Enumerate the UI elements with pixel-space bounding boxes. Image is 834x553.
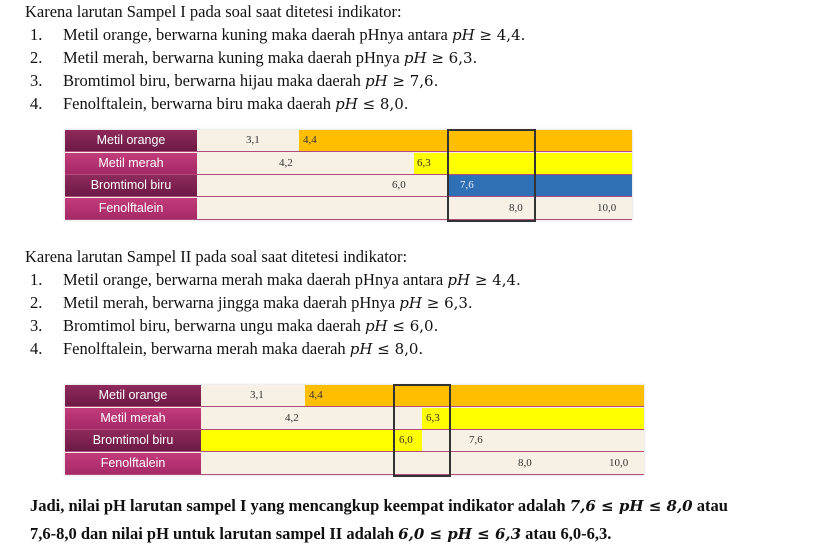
- table-row: [65, 198, 632, 220]
- row-label: Bromtimol biru: [65, 175, 197, 196]
- list-item: 4. Fenolftalein, berwarna merah maka daerah pH ≤ 8,0.: [30, 339, 424, 358]
- tick-label: 4,4: [309, 389, 323, 401]
- color-range-yellow: [201, 430, 422, 451]
- conclusion-line-2: 7,6-8,0 dan nilai pH untuk larutan sampel II adalah 6,0 ≤ pH ≤ 6,3 atau 6,0-6,3.: [30, 524, 612, 543]
- color-range-orange: [299, 130, 632, 151]
- tick-label: 8,0: [509, 201, 523, 214]
- tick-label: 3,1: [250, 389, 264, 401]
- table-row: [65, 130, 632, 152]
- color-range-blue: [447, 175, 632, 196]
- tick-label: 7,6: [469, 434, 483, 446]
- tick-label: 6,0: [392, 179, 406, 191]
- tick-label: 4,2: [279, 156, 293, 169]
- table-row: [65, 153, 632, 175]
- row-label: Metil merah: [65, 153, 197, 174]
- section2-list: [30, 268, 521, 360]
- list-item: 2. Metil merah, berwarna jingga maka daerah pHnya pH ≥ 6,3.: [30, 293, 473, 312]
- list-item: 3. Bromtimol biru, berwarna ungu maka daerah pH ≤ 6,0.: [30, 316, 439, 335]
- indicator-table-2: [65, 385, 644, 475]
- tick-label: 10,0: [597, 201, 617, 214]
- section1-intro: Karena larutan Sampel I pada soal saat ditetesi indikator:: [25, 2, 402, 21]
- tick-label: 6,3: [417, 156, 431, 169]
- indicator-table-1: [65, 130, 632, 220]
- row-label: Metil orange: [65, 130, 197, 151]
- conclusion-line-1: Jadi, nilai pH larutan sampel I yang mencangkup keempat indikator adalah 7,6 ≤ pH ≤ 8,0 atau: [30, 496, 728, 515]
- list-item: 1. Metil orange, berwarna kuning maka daerah pHnya antara pH ≥ 4,4.: [30, 25, 526, 44]
- tick-label: 4,4: [303, 134, 317, 146]
- table-row: [65, 175, 632, 197]
- list-item: 3. Bromtimol biru, berwarna hijau maka daerah pH ≥ 7,6.: [30, 71, 439, 90]
- table-row: [65, 453, 644, 475]
- table-row: [65, 430, 644, 452]
- tick-label: 3,1: [246, 134, 260, 146]
- color-range-orange: [305, 385, 644, 406]
- tick-label: 10,0: [609, 456, 629, 469]
- row-label: Fenolftalein: [65, 453, 201, 474]
- conclusion: [30, 492, 728, 548]
- list-item: 1. Metil orange, berwarna merah maka daerah pHnya antara pH ≥ 4,4.: [30, 270, 521, 289]
- list-item: 4. Fenolftalein, berwarna biru maka daerah pH ≤ 8,0.: [30, 94, 409, 113]
- table-row: [65, 385, 644, 407]
- section2-intro: Karena larutan Sampel II pada soal saat ditetesi indikator:: [25, 247, 408, 266]
- tick-label: 6,0: [399, 434, 413, 446]
- list-item: 2. Metil merah, berwarna kuning maka daerah pHnya pH ≥ 6,3.: [30, 48, 478, 67]
- tick-label: 4,2: [285, 411, 299, 424]
- row-label: Metil orange: [65, 385, 201, 406]
- table-row: [65, 408, 644, 430]
- color-range-yellow: [422, 408, 644, 429]
- section1-list: [30, 23, 525, 115]
- tick-label: 7,6: [460, 179, 474, 191]
- color-range-yellow: [414, 153, 632, 174]
- row-label: Fenolftalein: [65, 198, 197, 219]
- tick-label: 8,0: [518, 456, 532, 469]
- row-label: Metil merah: [65, 408, 201, 429]
- row-label: Bromtimol biru: [65, 430, 201, 451]
- tick-label: 6,3: [426, 411, 440, 424]
